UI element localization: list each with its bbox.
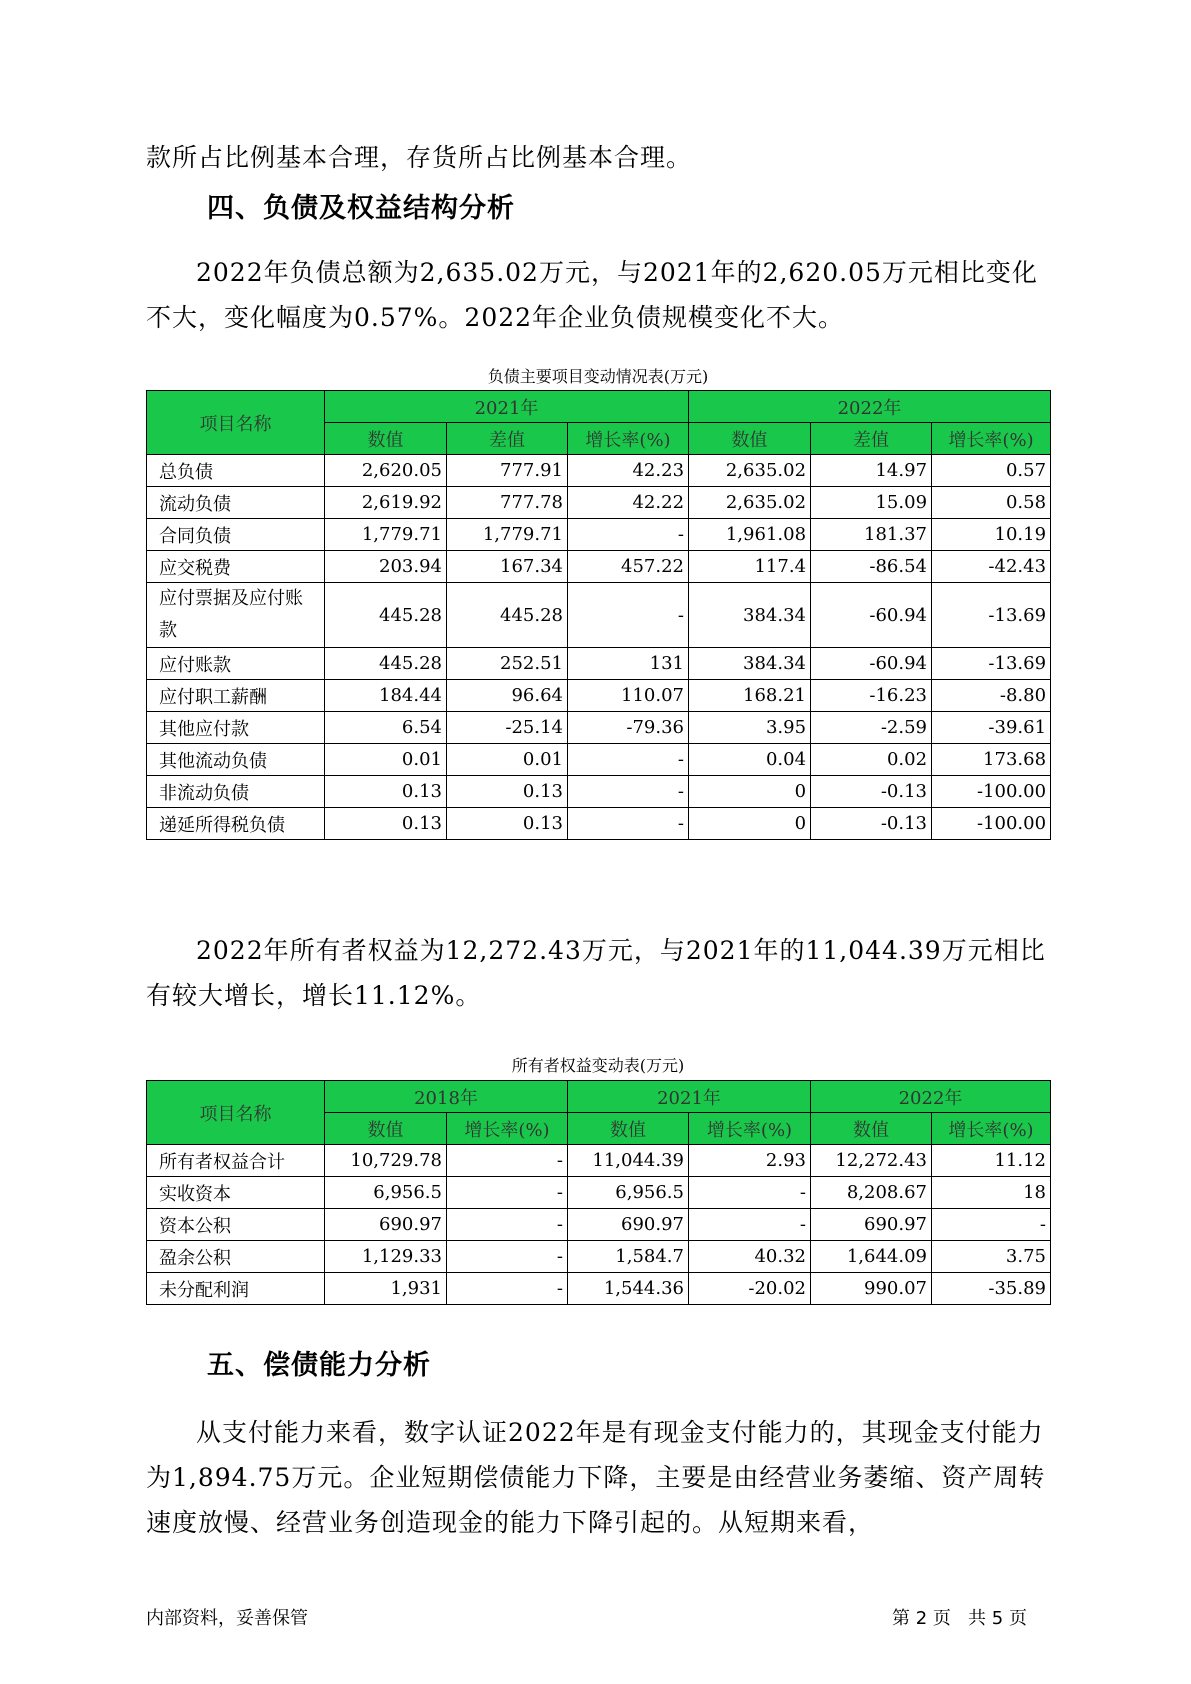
subheader-cell: 差值 <box>447 423 568 455</box>
equity-table <box>146 1080 1051 1305</box>
table-cell: 0.57 <box>932 455 1051 487</box>
table-cell: 14.97 <box>811 455 932 487</box>
row-label: 未分配利润 <box>147 1273 325 1305</box>
table-cell: 1,129.33 <box>325 1241 447 1273</box>
table-cell: 6,956.5 <box>325 1177 447 1209</box>
footer-page-number: 第 2 页 共 5 页 <box>892 1608 1027 1629</box>
table-cell: 457.22 <box>568 551 689 583</box>
table-cell: -16.23 <box>811 680 932 712</box>
table-cell: 6.54 <box>325 712 447 744</box>
table-cell: - <box>568 808 689 840</box>
table-cell: 690.97 <box>325 1209 447 1241</box>
table-cell: -0.13 <box>811 808 932 840</box>
row-label: 其他应付款 <box>147 712 325 744</box>
table-cell: 96.64 <box>447 680 568 712</box>
table-cell: 1,644.09 <box>811 1241 932 1273</box>
table-cell: 181.37 <box>811 519 932 551</box>
table-cell: 0.13 <box>447 776 568 808</box>
table-cell: -42.43 <box>932 551 1051 583</box>
table-cell: -100.00 <box>932 776 1051 808</box>
table-cell: 1,584.7 <box>568 1241 689 1273</box>
table-cell: - <box>447 1209 568 1241</box>
table-cell: 2,619.92 <box>325 487 447 519</box>
row-label: 应交税费 <box>147 551 325 583</box>
table-cell: 3.75 <box>932 1241 1051 1273</box>
table-row <box>147 1241 1051 1273</box>
table-row <box>147 487 1051 519</box>
table-cell: 384.34 <box>689 648 811 680</box>
header-item-name: 项目名称 <box>147 391 325 455</box>
table-cell: 42.22 <box>568 487 689 519</box>
table-cell: - <box>568 776 689 808</box>
row-label: 盈余公积 <box>147 1241 325 1273</box>
table-cell: -39.61 <box>932 712 1051 744</box>
row-label: 所有者权益合计 <box>147 1145 325 1177</box>
table-cell: -86.54 <box>811 551 932 583</box>
table-cell: 690.97 <box>568 1209 689 1241</box>
table-cell: 6,956.5 <box>568 1177 689 1209</box>
table-cell: 990.07 <box>811 1273 932 1305</box>
table-cell: 0.13 <box>447 808 568 840</box>
table-cell: 0.58 <box>932 487 1051 519</box>
table-row <box>147 455 1051 487</box>
table-cell: 0.13 <box>325 776 447 808</box>
table-cell: 1,544.36 <box>568 1273 689 1305</box>
paragraph-continued: 款所占比例基本合理，存货所占比例基本合理。 <box>146 143 693 172</box>
table-cell: 0.13 <box>325 808 447 840</box>
table-cell: 445.28 <box>325 648 447 680</box>
table-row <box>147 551 1051 583</box>
table-cell: 12,272.43 <box>811 1145 932 1177</box>
table-cell: - <box>568 583 689 648</box>
table-row <box>147 648 1051 680</box>
table-cell: -100.00 <box>932 808 1051 840</box>
table-cell: -2.59 <box>811 712 932 744</box>
table-cell: 0.01 <box>447 744 568 776</box>
table-cell: 1,931 <box>325 1273 447 1305</box>
table-cell: - <box>568 519 689 551</box>
header-year: 2021年 <box>568 1081 811 1113</box>
table-cell: 252.51 <box>447 648 568 680</box>
table-cell: 11.12 <box>932 1145 1051 1177</box>
table-cell: 168.21 <box>689 680 811 712</box>
table-cell: 18 <box>932 1177 1051 1209</box>
paragraph-solvency: 从支付能力来看，数字认证2022年是有现金支付能力的，其现金支付能力为1,894.75万元。企业短期偿债能力下降，主要是由经营业务萎缩、资产周转速度放慢、经营业务创造现金的能力下降引起的。从短期来看， <box>146 1418 1046 1537</box>
row-label: 非流动负债 <box>147 776 325 808</box>
equity-table-caption: 所有者权益变动表(万元) <box>511 1056 685 1075</box>
table-cell: 1,779.71 <box>325 519 447 551</box>
table-cell: - <box>689 1209 811 1241</box>
row-label: 应付票据及应付账款 <box>147 583 325 648</box>
subheader-cell: 增长率(%) <box>568 423 689 455</box>
table-cell: -25.14 <box>447 712 568 744</box>
table-cell: 10,729.78 <box>325 1145 447 1177</box>
subheader-cell: 增长率(%) <box>447 1113 568 1145</box>
row-label: 递延所得税负债 <box>147 808 325 840</box>
table-cell: 10.19 <box>932 519 1051 551</box>
table-cell: 445.28 <box>447 583 568 648</box>
table-cell: 690.97 <box>811 1209 932 1241</box>
table-row <box>147 680 1051 712</box>
table-row <box>147 1209 1051 1241</box>
header-year: 2022年 <box>689 391 1051 423</box>
table-cell: 8,208.67 <box>811 1177 932 1209</box>
table-cell: 167.34 <box>447 551 568 583</box>
table-row <box>147 1177 1051 1209</box>
table-cell: 445.28 <box>325 583 447 648</box>
table-cell: -60.94 <box>811 583 932 648</box>
subheader-cell: 差值 <box>811 423 932 455</box>
table-cell: 184.44 <box>325 680 447 712</box>
liability-table <box>146 390 1051 840</box>
table-row <box>147 1273 1051 1305</box>
header-item-name: 项目名称 <box>147 1081 325 1145</box>
table-cell: - <box>447 1241 568 1273</box>
subheader-cell: 数值 <box>325 1113 447 1145</box>
table-cell: -35.89 <box>932 1273 1051 1305</box>
table-cell: - <box>932 1209 1051 1241</box>
table-cell: -13.69 <box>932 648 1051 680</box>
subheader-cell: 增长率(%) <box>932 1113 1051 1145</box>
paragraph-equity: 2022年所有者权益为12,272.43万元，与2021年的11,044.39万元相比有较大增长，增长11.12%。 <box>146 936 1046 1010</box>
table-cell: -79.36 <box>568 712 689 744</box>
table-cell: 203.94 <box>325 551 447 583</box>
table-cell: -13.69 <box>932 583 1051 648</box>
table-cell: 777.78 <box>447 487 568 519</box>
row-label: 其他流动负债 <box>147 744 325 776</box>
subheader-cell: 数值 <box>568 1113 689 1145</box>
table-cell: 0.01 <box>325 744 447 776</box>
row-label: 实收资本 <box>147 1177 325 1209</box>
footer-confidential: 内部资料，妥善保管 <box>146 1608 308 1629</box>
table-cell: 0 <box>689 808 811 840</box>
table-cell: 2,620.05 <box>325 455 447 487</box>
row-label: 流动负债 <box>147 487 325 519</box>
table-cell: 0.04 <box>689 744 811 776</box>
table-cell: 117.4 <box>689 551 811 583</box>
table-row <box>147 519 1051 551</box>
table-cell: 777.91 <box>447 455 568 487</box>
table-cell: -0.13 <box>811 776 932 808</box>
table-cell: - <box>447 1273 568 1305</box>
table-cell: 1,779.71 <box>447 519 568 551</box>
table-cell: -8.80 <box>932 680 1051 712</box>
section-heading-4: 四、负债及权益结构分析 <box>207 193 515 224</box>
table-cell: -60.94 <box>811 648 932 680</box>
liability-table-caption: 负债主要项目变动情况表(万元) <box>487 367 709 386</box>
table-cell: 110.07 <box>568 680 689 712</box>
table-cell: 11,044.39 <box>568 1145 689 1177</box>
table-cell: 2.93 <box>689 1145 811 1177</box>
subheader-cell: 数值 <box>689 423 811 455</box>
table-cell: -20.02 <box>689 1273 811 1305</box>
table-cell: 3.95 <box>689 712 811 744</box>
table-cell: 40.32 <box>689 1241 811 1273</box>
row-label: 合同负债 <box>147 519 325 551</box>
header-year: 2022年 <box>811 1081 1051 1113</box>
row-label: 应付账款 <box>147 648 325 680</box>
subheader-cell: 增长率(%) <box>689 1113 811 1145</box>
table-row <box>147 712 1051 744</box>
section-heading-5: 五、偿债能力分析 <box>207 1350 431 1381</box>
table-cell: - <box>689 1177 811 1209</box>
table-cell: - <box>447 1177 568 1209</box>
table-row <box>147 1145 1051 1177</box>
subheader-cell: 增长率(%) <box>932 423 1051 455</box>
table-cell: 42.23 <box>568 455 689 487</box>
table-cell: - <box>568 744 689 776</box>
table-row <box>147 776 1051 808</box>
table-cell: 0.02 <box>811 744 932 776</box>
header-year: 2018年 <box>325 1081 568 1113</box>
table-cell: 1,961.08 <box>689 519 811 551</box>
row-label: 资本公积 <box>147 1209 325 1241</box>
table-row <box>147 583 1051 648</box>
table-cell: - <box>447 1145 568 1177</box>
row-label: 总负债 <box>147 455 325 487</box>
row-label: 应付职工薪酬 <box>147 680 325 712</box>
table-cell: 15.09 <box>811 487 932 519</box>
table-cell: 131 <box>568 648 689 680</box>
table-row <box>147 744 1051 776</box>
table-cell: 2,635.02 <box>689 455 811 487</box>
subheader-cell: 数值 <box>811 1113 932 1145</box>
table-cell: 173.68 <box>932 744 1051 776</box>
table-cell: 0 <box>689 776 811 808</box>
paragraph-liabilities: 2022年负债总额为2,635.02万元，与2021年的2,620.05万元相比变化不大，变化幅度为0.57%。2022年企业负债规模变化不大。 <box>146 258 1038 332</box>
header-year: 2021年 <box>325 391 689 423</box>
table-row <box>147 808 1051 840</box>
table-cell: 384.34 <box>689 583 811 648</box>
subheader-cell: 数值 <box>325 423 447 455</box>
table-cell: 2,635.02 <box>689 487 811 519</box>
